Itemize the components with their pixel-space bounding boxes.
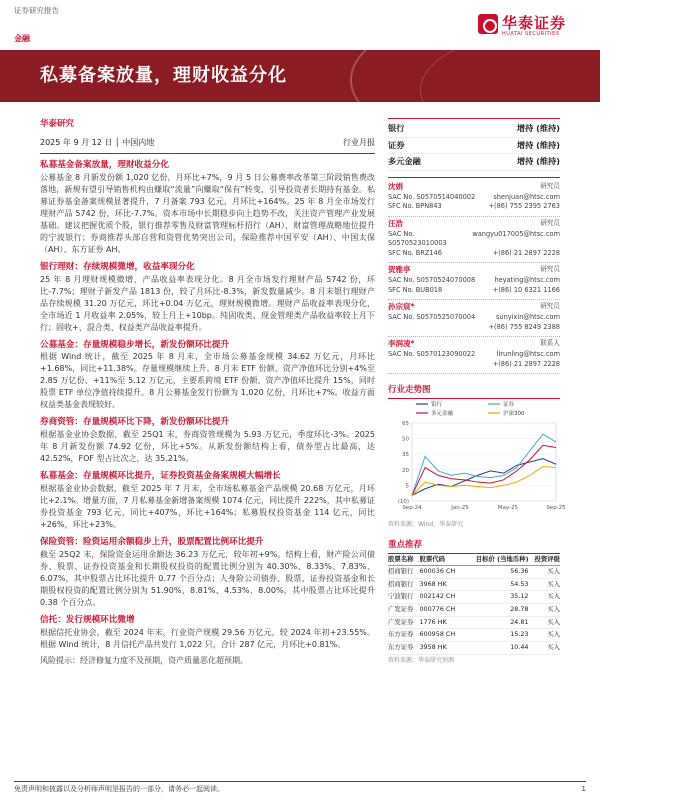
y-tick-label: (10) [397, 498, 409, 505]
plot-area [412, 423, 556, 501]
analyst-sfc: SFC No. BPN843 [388, 202, 442, 211]
section-title: 信托：发行规模环比微增 [40, 615, 135, 626]
main-column [40, 118, 375, 667]
y-tick-label: 5 [405, 483, 409, 490]
analyst-sfc-row [388, 249, 560, 259]
section-1 [40, 261, 375, 334]
page-number: 1 [581, 785, 586, 793]
analyst-email: wangyu017005@htsc.com [472, 229, 560, 238]
y-tick-label: 20 [402, 467, 409, 474]
y-tick-label: 35 [402, 452, 409, 459]
picks-cell: 15.23 [463, 629, 528, 642]
sections [40, 159, 375, 651]
picks-header-cell: 股票名称 [388, 554, 419, 566]
rating-row [388, 154, 560, 171]
analyst-role: 研究员 [540, 218, 560, 227]
section-title: 私募基金备案放量，理财收益分化 [40, 159, 169, 170]
x-tick-label: May-25 [497, 504, 519, 511]
analyst-role: 联系人 [540, 339, 560, 348]
picks-cell: 54.53 [463, 578, 528, 591]
analyst-list [388, 177, 560, 374]
picks-cell: 广发证券 [388, 616, 419, 629]
picks-cell: 56.36 [463, 566, 528, 579]
y-tick-label: 50 [402, 436, 409, 443]
sector-label: 金融 [14, 34, 30, 43]
analyst-card [388, 263, 560, 300]
analyst-sac-row [388, 230, 560, 249]
report-kind: 行业月报 [343, 137, 375, 147]
picks-header-cell: 投资评级 [529, 554, 561, 566]
picks-row [388, 566, 560, 579]
picks-cell: 600958 CH [419, 629, 463, 642]
picks-cell: 宁波银行 [388, 591, 419, 604]
legend-label: 沪深300 [503, 410, 525, 417]
section-4 [40, 470, 375, 531]
analyst-card [388, 180, 560, 217]
industry-chart-svg [388, 399, 566, 519]
x-tick-label: Sep-24 [402, 504, 422, 511]
picks-cell: 买入 [529, 604, 561, 617]
analyst-phone: +(86) 755 8249 2388 [488, 322, 560, 331]
y-tick-label: 65 [402, 420, 409, 427]
analyst-card [388, 337, 560, 374]
analyst-phone: +(86) 21 2897 2228 [492, 359, 560, 368]
analyst-email: sunyixin@htsc.com [495, 313, 560, 322]
section-body: 截至 25Q2 末，保险资金运用余额达 36.23 万亿元，较年初+9%。结构上看，财产险公司债券、股票、证券投资基金和长期股权投资的配置比例分别为 40.30%、8.33%、7.83%、6.07%，其中股票占比环比提升 0.77 个百分点；人身险公司债券、股票、证券投资基金和长期股权投资的配置比例分别为 51.90%、8.81%、4.53%、8.00%，其中股票占比环比提升 0.38 个百分点。 [40, 550, 375, 608]
picks-row [388, 578, 560, 591]
analyst-name: 李润凌* [388, 339, 415, 349]
analyst-role: 研究员 [540, 302, 560, 311]
analyst-card [388, 300, 560, 337]
analyst-role: 研究员 [540, 181, 560, 190]
analyst-header [388, 182, 560, 193]
picks-cell: 600036 CH [419, 566, 463, 579]
analyst-sfc: SFC No. BRZ146 [388, 248, 442, 257]
analyst-card [388, 217, 560, 264]
analyst-sac: SAC No. S0570123090022 [388, 350, 476, 359]
analyst-sac: SAC No. S0570523010003 [388, 229, 447, 248]
chart-title: 行业走势图 [388, 384, 560, 399]
section-body: 根据基金业协会数据，截至 25Q1 末，券商资管规模为 5.93 万亿元，季度环比-3%。2025 年 8 月新发份额 74.92 亿份，环比+5%。从新发份额结构上看，债券型占比最高，达 42.52%，FOF 型占比次之，达 35.21%。 [40, 430, 375, 464]
analyst-sac-row [388, 276, 560, 286]
dateline [40, 137, 375, 149]
analyst-sfc-row [388, 360, 560, 370]
analyst-sfc-row [388, 202, 560, 212]
footer [14, 781, 586, 795]
section-3 [40, 416, 375, 465]
analyst-role: 研究员 [540, 265, 560, 274]
research-brand: 华泰研究 [40, 119, 75, 129]
rating-value: 增持 (维持) [516, 156, 560, 167]
analyst-sac-row [388, 350, 560, 360]
analyst-sfc-row [388, 286, 560, 296]
disclaimer: 免责声明和披露以及分析师声明是报告的一部分，请务必一起阅读。 [14, 785, 224, 793]
picks-cell: 002142 CH [419, 591, 463, 604]
picks-cell: 东方证券 [388, 629, 419, 642]
picks-row [388, 604, 560, 617]
picks-cell: 买入 [529, 591, 561, 604]
analyst-sac-row [388, 313, 560, 323]
analyst-sac: SAC No. S0570524070008 [388, 276, 476, 285]
x-tick-label: Sep-25 [546, 504, 566, 511]
picks-cell: 广发证券 [388, 604, 419, 617]
picks-row [388, 591, 560, 604]
report-type: 证券研究报告 [14, 6, 59, 15]
analyst-phone: +(86) 755 2395 2763 [488, 202, 560, 211]
analyst-sfc-row [388, 323, 560, 333]
logo-text: 华泰证券 [502, 14, 567, 32]
legend-label: 证券 [503, 401, 515, 408]
date-region: 2025 年 9 月 12 日 │ 中国内地 [40, 137, 155, 147]
picks-cell: 买入 [529, 629, 561, 642]
picks-header-cell: 目标价 (当地币种) [463, 554, 528, 566]
picks-cell: 3968 HK [419, 578, 463, 591]
analyst-email: lirunling@htsc.com [496, 350, 560, 359]
section-title: 券商资管：存量规模环比下降，新发份额环比提升 [40, 417, 230, 428]
picks-row [388, 629, 560, 642]
picks-cell: 东方证券 [388, 641, 419, 654]
chart-source: 资料来源：Wind，华泰研究 [388, 520, 464, 528]
section-title: 私募基金：存量规模环比提升，证券投资基金备案规模大幅增长 [40, 471, 281, 482]
picks-row [388, 641, 560, 654]
ratings-table [388, 118, 560, 171]
legend-label: 多元金融 [431, 410, 454, 417]
analyst-sfc: SFC No. BUB018 [388, 285, 443, 294]
analyst-header [388, 302, 560, 313]
rating-row [388, 121, 560, 138]
section-body: 公募基金 8 月新发份额 1,020 亿份，月环比+7%，9 月 5 日公募费率改革第三阶段销售费改落地，新规有望引导销售机构由赚取“流量”向赚取“保有”转变，引导投资者长期持有基金。私募证券基金备案规模显著提升，7 月备案 793 亿元，月环比+164%。25 年 8 月全市场发行理财产品 5742 份，环比-7.7%。资本市场中长期稳步向上趋势不改，关注资产管理产业发展基础。建议把握优质个股，银行推荐零售及财富管理标杆招行（AH），财富管理战略地位提升的宁波银行；券商推荐头部自营和资管优势突出公司，保险推荐中国平安（AH）、中国太保（AH）、东方证券 AH。 [40, 172, 375, 254]
title-banner [0, 50, 600, 102]
analyst-name: 孙宗宸* [388, 302, 415, 312]
logo-subtext: HUATAI SECURITIES [502, 31, 560, 37]
section-body: 根据信托业协会，截至 2024 年末，行业资产规模 29.56 万亿元，较 2024 年初+23.55%。根据 Wind 统计，8 月信托产品共发行 1,022 只，合计 287 亿元，月环比+0.81%。 [40, 627, 375, 649]
analyst-phone: +(86) 10 6321 1166 [492, 285, 560, 294]
series-line-3 [412, 466, 556, 495]
section-0 [40, 159, 375, 256]
side-column [388, 118, 566, 665]
picks-row [388, 616, 560, 629]
section-body: 根据 Wind 统计，截至 2025 年 8 月末，全市场公募基金规模 34.62 万亿元，月环比+1.68%，同比+11.38%。存量规模继续上升。8 月末 ETF 份额、资产净值环比分别+4%至 2.85 万亿份、+11%至 5.12 万亿元，主要系跨境 ETF 份额、资产净值环比提升 15%，同时股票 ETF 单位净值持续提升。8 月公募基金发行份额为 1,020 亿份，月环比+7%。收益方面权益类基金表现较好。 [40, 352, 375, 410]
x-tick-label: Jan-25 [451, 504, 469, 511]
analyst-sac-row [388, 193, 560, 203]
rating-row [388, 138, 560, 155]
picks-cell: 24.81 [463, 616, 528, 629]
rating-sector: 银行 [388, 123, 405, 133]
picks-cell: 买入 [529, 616, 561, 629]
section-body: 25 年 8 月理财规模微增，产品收益率表现分化。8 月全市场发行理财产品 5742 份，环比-7.7%；理财子新发产品 1813 份，较了月环比-8.3%，新发数量减少。8 月末银行理财产品存续规模 31.20 万亿元，环比+0.04 万亿元，理财规模微增。理财产品收益率表现分化，全市场近 1 月收益率 2.05%，较上月上+10bp。纯固收类、现金管理类产品收益率较上月下行；固收+、混合类、权益类产品收益率提升。 [40, 274, 375, 332]
picks-cell: 招商银行 [388, 578, 419, 591]
legend-label: 银行 [431, 401, 443, 408]
rating-value: 增持 (维持) [516, 139, 560, 150]
rating-sector: 多元金融 [388, 156, 421, 167]
industry-chart [388, 399, 566, 519]
section-6 [40, 614, 375, 651]
section-5 [40, 536, 375, 609]
analyst-name: 贺雅亭 [388, 265, 411, 275]
analyst-header [388, 219, 560, 230]
section-title: 公募基金：存量规模稳步增长，新发份额环比提升 [40, 339, 230, 350]
picks-cell: 000776 CH [419, 604, 463, 617]
report-title: 私募备案放量，理财收益分化 [40, 65, 287, 86]
risk-note: 风险提示：经济修复力度不及预期，资产质量恶化超预期。 [40, 655, 248, 665]
analyst-phone: +(86) 21 2897 2228 [492, 248, 560, 257]
picks-header-cell: 股票代码 [419, 554, 463, 566]
analyst-sac: SAC No. S0570525070004 [388, 313, 476, 322]
picks-cell: 28.78 [463, 604, 528, 617]
picks-cell: 3958 HK [419, 641, 463, 654]
series-line-2 [412, 445, 556, 495]
analyst-name: 沈娟 [388, 181, 403, 191]
analyst-header [388, 265, 560, 276]
picks-cell: 买入 [529, 578, 561, 591]
rating-sector: 证券 [388, 139, 405, 150]
picks-title: 重点推荐 [388, 539, 560, 554]
analyst-email: shenjuan@htsc.com [493, 192, 560, 201]
analyst-header [388, 339, 560, 350]
analyst-sac: SAC No. S0570514040002 [388, 192, 476, 201]
analyst-name: 汪浩 [388, 218, 403, 228]
picks-cell: 买入 [529, 566, 561, 579]
picks-table [388, 554, 560, 655]
picks-cell: 1776 HK [419, 616, 463, 629]
section-title: 保险资管：险资运用余额稳步上升，股票配置比例环比提升 [40, 537, 264, 548]
section-2 [40, 339, 375, 412]
section-title: 银行理财：存续规模微增，收益率现分化 [40, 261, 195, 272]
section-body: 根据基金业协会数据，截至 2025 年 7 月末，全市场私募基金产品规模 20.68 万亿元，月环比+2.1%。增量方面，7 月私募基金新增备案规模 1074 亿元，同比提升 222%，其中私募证券投资基金 793 亿元，同比+407%，环比+164%；私募股权投资基金 114 亿元，同比+26%，环比+23%。 [40, 484, 375, 530]
picks-cell: 买入 [529, 641, 561, 654]
picks-cell: 招商银行 [388, 566, 419, 579]
picks-cell: 35.12 [463, 591, 528, 604]
picks-source: 资料来源：华泰研究预测 [388, 656, 455, 664]
analyst-email: heyating@htsc.com [494, 276, 560, 285]
rating-value: 增持 (维持) [516, 123, 560, 133]
picks-cell: 10.44 [463, 641, 528, 654]
